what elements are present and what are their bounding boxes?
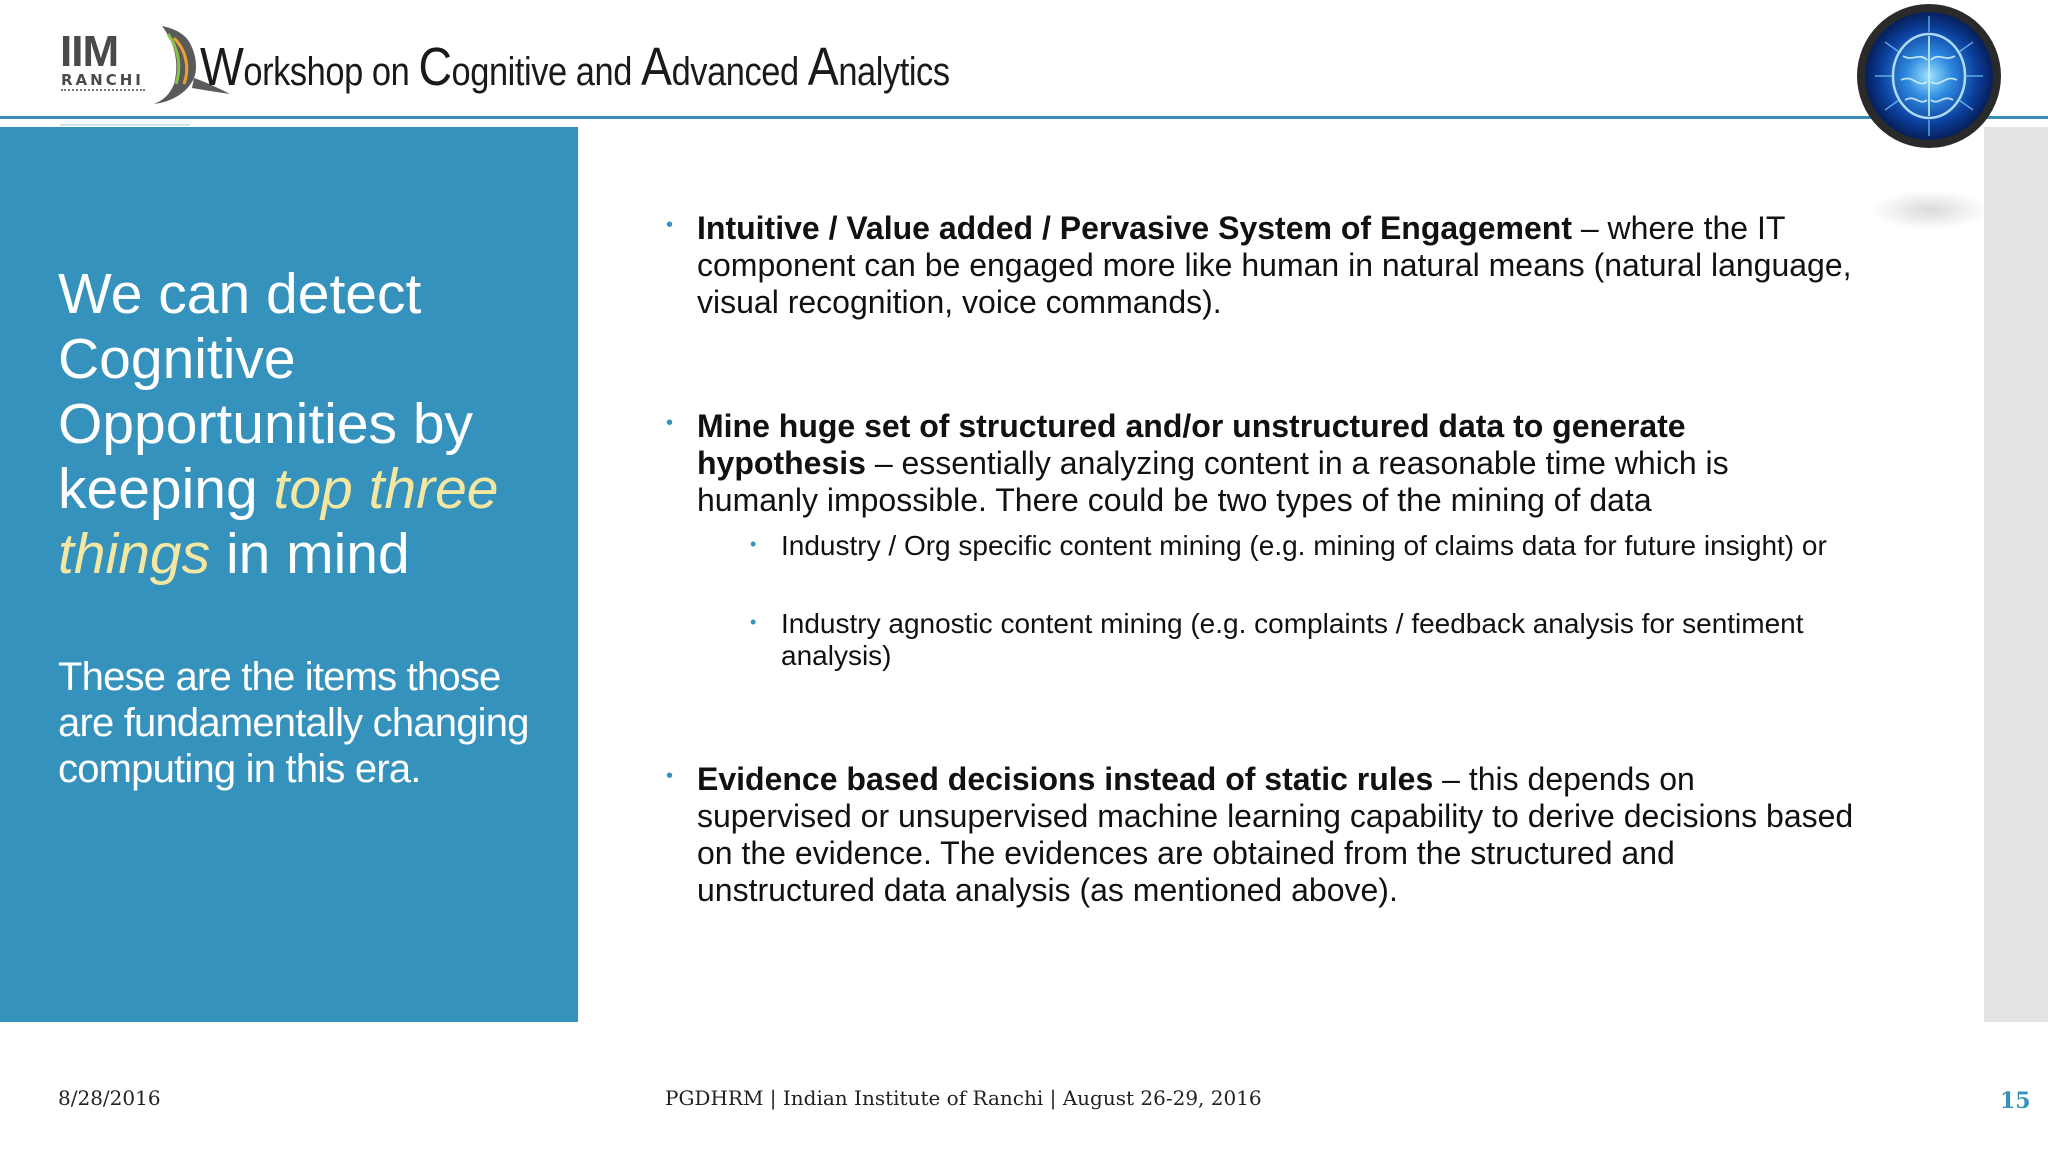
brain-circuit-icon (1855, 2, 2003, 150)
panel-heading: We can detect Cognitive Opportunities by keeping top three things in mind (58, 262, 499, 586)
slide-footer (0, 1022, 2048, 1152)
brain-shadow (1870, 190, 1990, 230)
panel-subtext: These are the items those are fundamentally changing computing in this era. (58, 655, 529, 791)
footer-date: 8/28/2016 (58, 1086, 161, 1110)
header-divider-accent (60, 124, 190, 126)
slide-header (0, 0, 2048, 125)
heading-highlight: top three things (58, 457, 499, 586)
sub-bullet-text: Industry / Org specific content mining (e.g. mining of claims data for future insight) or (781, 530, 1827, 561)
logo-tagline-mark (61, 89, 145, 99)
bullet-dot: • (666, 765, 674, 787)
right-decorative-strip (1984, 127, 2048, 1022)
sub-bullet-dot: • (750, 534, 757, 554)
iim-ranchi-logo (56, 22, 186, 114)
header-divider (0, 116, 2048, 119)
bullet-dot: • (666, 412, 674, 434)
sub-bullet-dot: • (750, 612, 757, 632)
bullet-text: Evidence based decisions instead of static rules – this depends on supervised or unsupervised machine learning capability to derive decisions based on the evidence. The evidences are obtained from the structured and unstructured data analysis (as mentioned above). (697, 761, 1854, 908)
bullet-text: Intuitive / Value added / Pervasive System of Engagement – where the IT component can be engaged more like human in natural means (natural language, visual recognition, voice commands). (697, 210, 1852, 320)
left-highlight-panel (0, 127, 578, 1022)
logo-iim-text: IIM (60, 27, 119, 76)
slide-number: 15 (2000, 1088, 2031, 1114)
sub-bullet-text: Industry agnostic content mining (e.g. complaints / feedback analysis for sentiment analysis) (781, 608, 1804, 671)
footer-event-info: PGDHRM | Indian Institute of Ranchi | August 26-29, 2016 (665, 1086, 1262, 1110)
bullet-dot: • (666, 214, 674, 236)
bullet-text: Mine huge set of structured and/or unstructured data to generate hypothesis – essentially analyzing content in a reasonable time which is humanly impossible. There could be two types of the mining of data (697, 408, 1729, 518)
logo-ranchi-text: RANCHI (61, 71, 144, 89)
workshop-title: Workshop on Cognitive and Advanced Analytics (200, 37, 950, 97)
